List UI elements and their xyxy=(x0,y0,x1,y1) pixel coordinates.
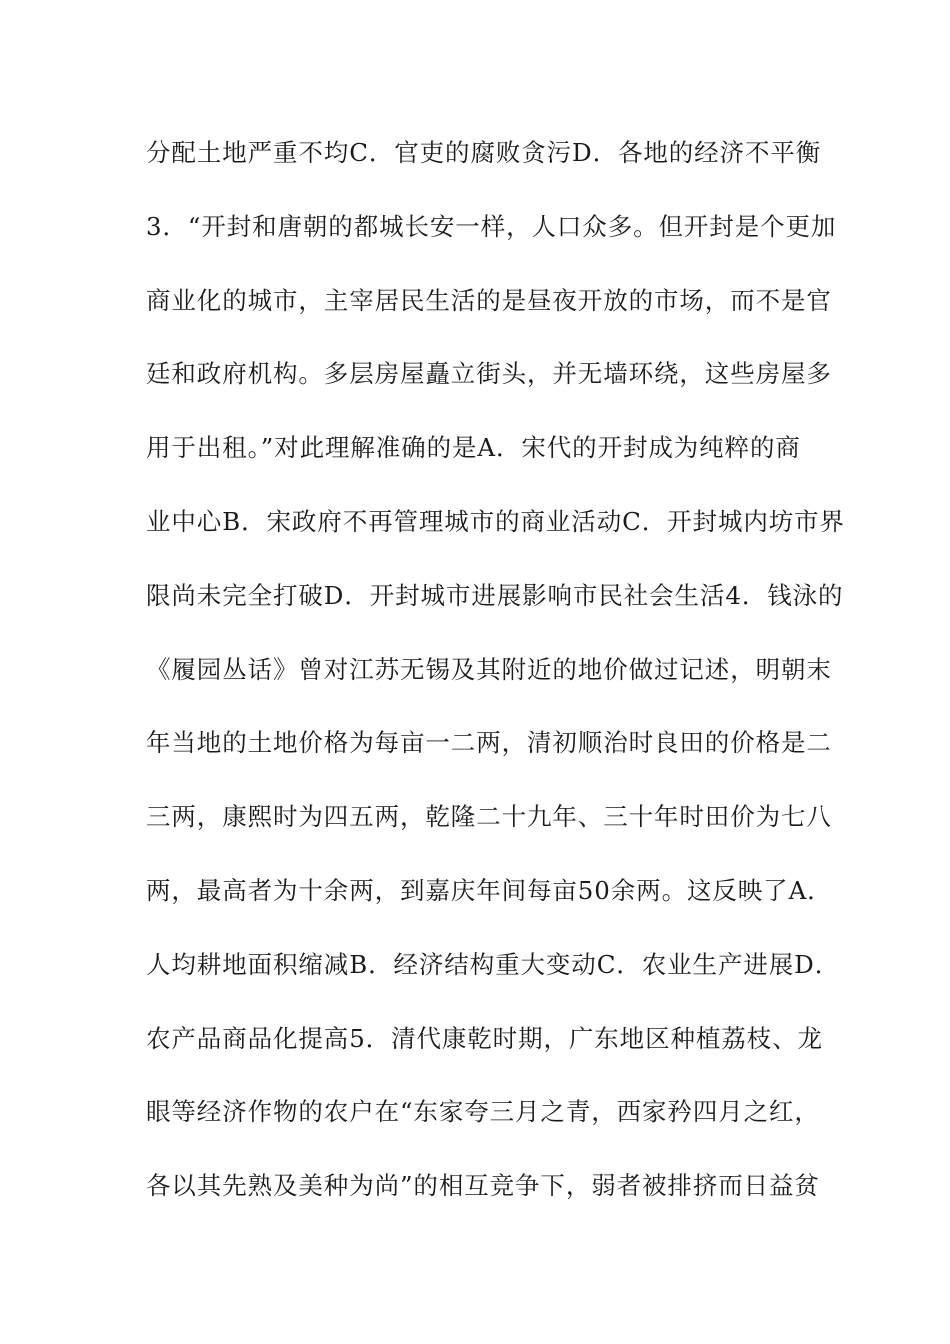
text-line-7: 限尚未完全打破D．开封城市进展影响市民社会生活4．钱泳的 xyxy=(146,580,844,610)
text-line-9: 年当地的土地价格为每亩一二两，清初顺治时良田的价格是二 xyxy=(146,728,832,758)
text-line-11: 两，最高者为十余两，到嘉庆年间每亩50余两。这反映了A． xyxy=(146,875,833,905)
document-body xyxy=(146,128,845,1235)
text-line-10: 三两，康熙时为四五两，乾隆二十九年、三十年时田价为七八 xyxy=(146,802,832,832)
text-line-3: 商业化的城市，主宰居民生活的是昼夜开放的市场，而不是官 xyxy=(146,285,832,315)
text-line-14: 眼等经济作物的农户在“东家夸三月之青，西家矜四月之红， xyxy=(146,1097,820,1127)
text-line-13: 农产品商品化提高5．清代康乾时期，广东地区种植荔枝、龙 xyxy=(146,1023,823,1053)
text-line-1: 分配土地严重不均C．官吏的腐败贪污D．各地的经济不平衡 xyxy=(146,138,822,167)
text-line-5: 用于出租。”对此理解准确的是A．宋代的开封成为纯粹的商 xyxy=(146,433,801,463)
text-line-6: 业中心B．宋政府不再管理城市的商业活动C．开封城内坊市界 xyxy=(146,506,845,536)
text-line-2: 3．“开封和唐朝的都城长安一样，人口众多。但开封是个更加 xyxy=(146,211,837,241)
text-line-8: 《履园丛话》曾对江苏无锡及其附近的地价做过记述，明朝末 xyxy=(146,654,832,684)
text-line-15: 各以其先熟及美种为尚”的相互竞争下，弱者被排挤而日益贫 xyxy=(146,1171,820,1201)
text-line-4: 廷和政府机构。多层房屋矗立街头，并无墙环绕，这些房屋多 xyxy=(146,359,832,389)
text-line-12: 人均耕地面积缩减B．经济结构重大变动C．农业生产进展D． xyxy=(146,949,841,979)
